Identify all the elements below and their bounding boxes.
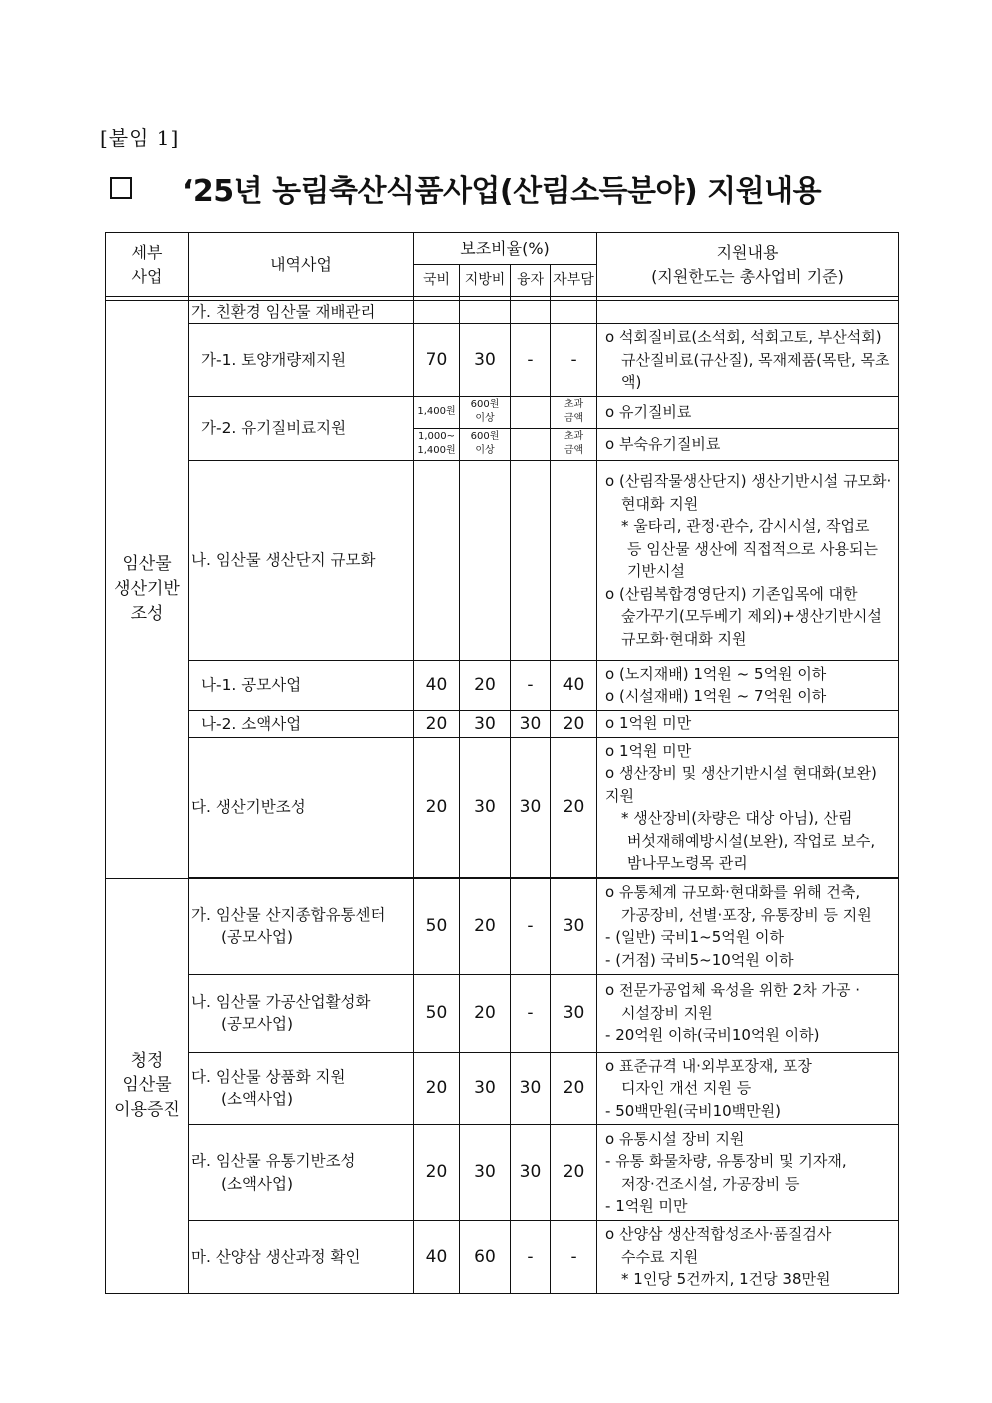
attachment-label: [붙임 1]: [100, 126, 180, 150]
s2-row2-self: 30: [551, 974, 597, 1052]
ga2-r1-local: 600원 이상: [460, 396, 511, 428]
s2-row5-loan: -: [511, 1221, 551, 1294]
s2-row5-desc: o 산양삼 생산적합성조사·품질검사 수수료 지원 * 1인당 5건까지, 1건당 38만원: [597, 1221, 899, 1294]
s2-row3-name: 다. 임산물 상품화 지원 (소액사업): [189, 1052, 414, 1125]
ga1-national: 70: [414, 324, 460, 397]
s2-row2-name: 나. 임산물 가공산업활성화 (공모사업): [189, 974, 414, 1052]
section2-label: 청정 임산물 이용증진: [106, 878, 189, 1293]
s2-row5-name: 마. 산양삼 생산과정 확인: [189, 1221, 414, 1294]
s2-row2-desc: o 전문가공업체 육성을 위한 2차 가공 · 시설장비 지원 - 20억원 이하(국비10억원 이하): [597, 974, 899, 1052]
s2-row5-national: 40: [414, 1221, 460, 1294]
title-text: ‘25년 농림축산식품사업(산림소득분야) 지원내용: [182, 174, 822, 209]
s2-row3-national: 20: [414, 1052, 460, 1125]
s2-row1-self: 30: [551, 878, 597, 974]
s2-row1-local: 20: [460, 878, 511, 974]
na2-self: 20: [551, 710, 597, 737]
da-national: 20: [414, 737, 460, 877]
da-loan: 30: [511, 737, 551, 877]
ga2-r1-national: 1,400원: [414, 396, 460, 428]
s2-row4-self: 20: [551, 1125, 597, 1221]
checkbox-square-icon: [110, 177, 132, 199]
ga1-desc: o 석회질비료(소석회, 석회고토, 부산석회) 규산질비료(규산질), 목재제품(목탄, 목초액): [597, 324, 899, 397]
s2-row5-local: 60: [460, 1221, 511, 1294]
s2-row4-desc: o 유통시설 장비 지원 - 유통 화물차량, 유통장비 및 기자재, 저장·건조시설, 가공장비 등 - 1억원 미만: [597, 1125, 899, 1221]
s2-row2-loan: -: [511, 974, 551, 1052]
header-loan: 융자: [511, 265, 551, 297]
na2-national: 20: [414, 710, 460, 737]
ga2-r2-self: 초과 금액: [551, 428, 597, 460]
na-name: 나. 임산물 생산단지 규모화: [189, 460, 414, 660]
s2-row2-national: 50: [414, 974, 460, 1052]
ga2-r1-self: 초과 금액: [551, 396, 597, 428]
na1-loan: -: [511, 660, 551, 710]
header-support: 지원내용 (지원한도는 총사업비 기준): [597, 233, 899, 297]
s2-row4-national: 20: [414, 1125, 460, 1221]
header-ratio: 보조비율(%): [414, 233, 597, 265]
header-local: 지방비: [460, 265, 511, 297]
header-section: 세부 사업: [106, 233, 189, 297]
s2-row4-loan: 30: [511, 1125, 551, 1221]
da-desc: o 1억원 미만 o 생산장비 및 생산기반시설 현대화(보완) 지원 * 생산장비(차량은 대상 아님), 산림 버섯재해예방시설(보완), 작업로 보수, 밤나무노령목 관리: [597, 737, 899, 877]
s2-row1-national: 50: [414, 878, 460, 974]
ga1-loan: -: [511, 324, 551, 397]
na2-local: 30: [460, 710, 511, 737]
ga1-name: 가-1. 토양개량제지원: [189, 324, 414, 397]
page-title: [110, 166, 821, 210]
s2-row1-desc: o 유통체계 규모화·현대화를 위해 건축, 가공장비, 선별·포장, 유통장비 등 지원 - (일반) 국비1~5억원 이하 - (거점) 국비5~10억원 이하: [597, 878, 899, 974]
da-local: 30: [460, 737, 511, 877]
s2-row3-loan: 30: [511, 1052, 551, 1125]
s2-row3-self: 20: [551, 1052, 597, 1125]
support-table: [105, 232, 899, 1294]
ga1-self: -: [551, 324, 597, 397]
s2-row4-local: 30: [460, 1125, 511, 1221]
s2-row5-self: -: [551, 1221, 597, 1294]
na2-name: 나-2. 소액사업: [189, 710, 414, 737]
s2-row1-name: 가. 임산물 산지종합유통센터 (공모사업): [189, 878, 414, 974]
da-self: 20: [551, 737, 597, 877]
na1-name: 나-1. 공모사업: [189, 660, 414, 710]
da-name: 다. 생산기반조성: [189, 737, 414, 877]
header-self: 자부담: [551, 265, 597, 297]
na1-national: 40: [414, 660, 460, 710]
na2-desc: o 1억원 미만: [597, 710, 899, 737]
na1-desc: o (노지재배) 1억원 ~ 5억원 이하 o (시설재배) 1억원 ~ 7억원 이하: [597, 660, 899, 710]
s2-row3-local: 30: [460, 1052, 511, 1125]
ga-title: 가. 친환경 임산물 재배관리: [189, 301, 414, 324]
ga2-r2-national: 1,000~ 1,400원: [414, 428, 460, 460]
ga2-r2-local: 600원 이상: [460, 428, 511, 460]
ga1-local: 30: [460, 324, 511, 397]
ga2-name: 가-2. 유기질비료지원: [189, 396, 414, 460]
header-project: 내역사업: [189, 233, 414, 297]
na-desc: o (산림작물생산단지) 생산기반시설 규모화· 현대화 지원 * 울타리, 관정·관수, 감시시설, 작업로 등 임산물 생산에 직접적으로 사용되는 기반시설 o (산림복합경영단지) 기존입목에 대한 숲가꾸기(모두베기 제외)+생산기반시설 규모화·현대화 지원: [597, 460, 899, 660]
na1-self: 40: [551, 660, 597, 710]
ga2-r1-desc: o 유기질비료: [597, 396, 899, 428]
s2-row1-loan: -: [511, 878, 551, 974]
s2-row4-name: 라. 임산물 유통기반조성 (소액사업): [189, 1125, 414, 1221]
header-national: 국비: [414, 265, 460, 297]
na2-loan: 30: [511, 710, 551, 737]
section1-label: 임산물 생산기반 조성: [106, 301, 189, 879]
ga2-r2-desc: o 부숙유기질비료: [597, 428, 899, 460]
s2-row3-desc: o 표준규격 내·외부포장재, 포장 디자인 개선 지원 등 - 50백만원(국비10백만원): [597, 1052, 899, 1125]
s2-row2-local: 20: [460, 974, 511, 1052]
na1-local: 20: [460, 660, 511, 710]
